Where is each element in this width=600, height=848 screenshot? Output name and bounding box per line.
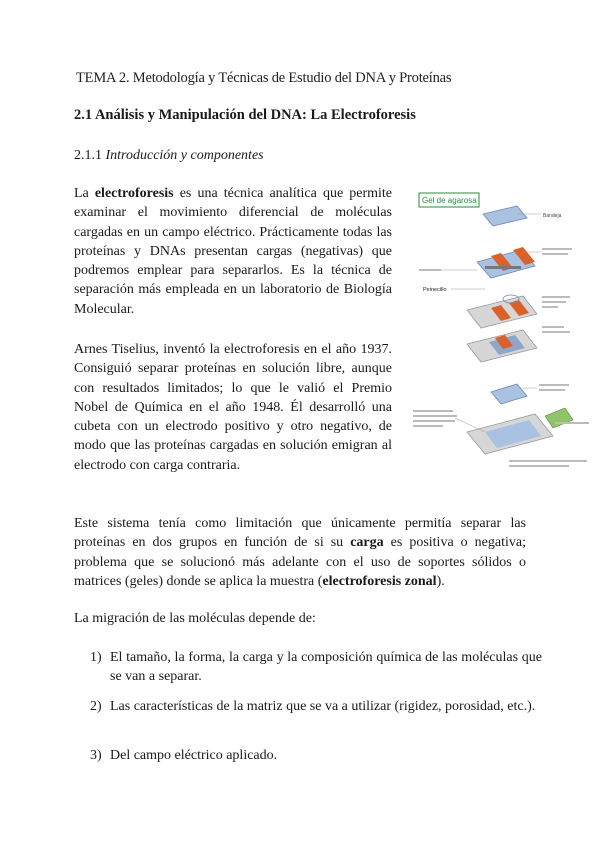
caption-line xyxy=(542,296,570,298)
label-bandeja: Bandeja xyxy=(543,213,562,219)
caption-line xyxy=(542,331,570,333)
caption-line xyxy=(542,253,568,255)
caption-line xyxy=(542,248,572,250)
list-number: 2) xyxy=(90,699,102,714)
list-text: Del campo eléctrico aplicado. xyxy=(110,748,278,763)
caption-line xyxy=(542,306,558,308)
caption-line xyxy=(539,384,569,386)
electrophoresis-figure xyxy=(405,192,595,470)
p1-pre: La xyxy=(74,186,95,201)
caption-line xyxy=(555,422,589,424)
figure-title: Gel de agarosa xyxy=(422,196,477,205)
paragraph-intro xyxy=(74,184,392,319)
caption-line xyxy=(413,420,455,422)
caption-line xyxy=(542,326,564,328)
caption-line xyxy=(413,410,453,412)
label-peinecillo: Peinecillo xyxy=(423,287,447,293)
caption-line xyxy=(419,269,441,271)
paragraph-tiselius: Arnes Tiselius, inventó la electroforesis en el año 1937. Consiguió separar proteínas en solución libre, aunque con resultados limitados; lo que le valió el Premio Nobel de Química en el año 1948. Él desarrolló una cubeta con un electrodo positivo y otro negativo, de modo que las proteínas cargadas en solución emigran al electrodo con carga contraria. xyxy=(74,342,392,473)
list-item xyxy=(90,648,542,688)
p3-mid: es positiva o negativa; problema que se solucionó más adelante con el uso de soportes sólidos o matrices (geles) donde se aplica la muestra ( xyxy=(74,535,526,589)
p3-bold-carga: carga xyxy=(350,535,384,551)
subsection-title xyxy=(74,148,264,164)
gel-step5 xyxy=(491,384,527,404)
p3-bold-zonal: electroforesis zonal xyxy=(322,573,437,589)
list-number: 1) xyxy=(90,650,102,665)
p1-bold-electroforesis: electroforesis xyxy=(94,186,174,201)
chamber-lid xyxy=(545,408,573,428)
comb xyxy=(485,266,521,269)
subsection-number: 2.1.1 xyxy=(74,148,102,163)
document-header: TEMA 2. Metodología y Técnicas de Estudio del DNA y Proteínas xyxy=(76,70,452,86)
p3-post: ). xyxy=(436,573,445,589)
subsection-name: Introducción y componentes xyxy=(105,148,264,163)
list-number: 3) xyxy=(90,748,102,763)
caption-line xyxy=(413,415,457,417)
caption-line xyxy=(509,465,569,467)
caption-line xyxy=(413,425,443,427)
p1-post: es una técnica analítica que permite examinar el movimiento diferencial de moléculas cargadas en un campo eléctrico. Prácticamente todas las proteínas y DNAs presentan cargas (negativas) que podremos emplear para separarlos. Es la técnica de separación más empleada en un laboratorio de Biología Molecular. xyxy=(74,186,392,317)
p3-pre: Este sistema tenía como limitación que únicamente permitía separar las proteínas en dos grupos en función de si su xyxy=(74,516,526,551)
paragraph-migration: La migración de las moléculas depende de: xyxy=(74,611,316,626)
section-title: 2.1 Análisis y Manipulación del DNA: La Electroforesis xyxy=(74,107,416,123)
list-text: Las características de la matriz que se va a utilizar (rigidez, porosidad, etc.). xyxy=(110,699,536,714)
caption-line xyxy=(542,301,566,303)
paragraph-limitation xyxy=(74,514,526,591)
caption-line xyxy=(509,460,587,462)
electrophoresis-diagram xyxy=(405,192,595,470)
tray-step1 xyxy=(483,206,527,226)
leader-line xyxy=(455,418,485,432)
list-item xyxy=(90,697,542,737)
list-text: El tamaño, la forma, la carga y la composición química de las moléculas que se van a separar. xyxy=(110,650,542,685)
caption-line xyxy=(539,389,565,391)
list-item xyxy=(90,746,542,766)
